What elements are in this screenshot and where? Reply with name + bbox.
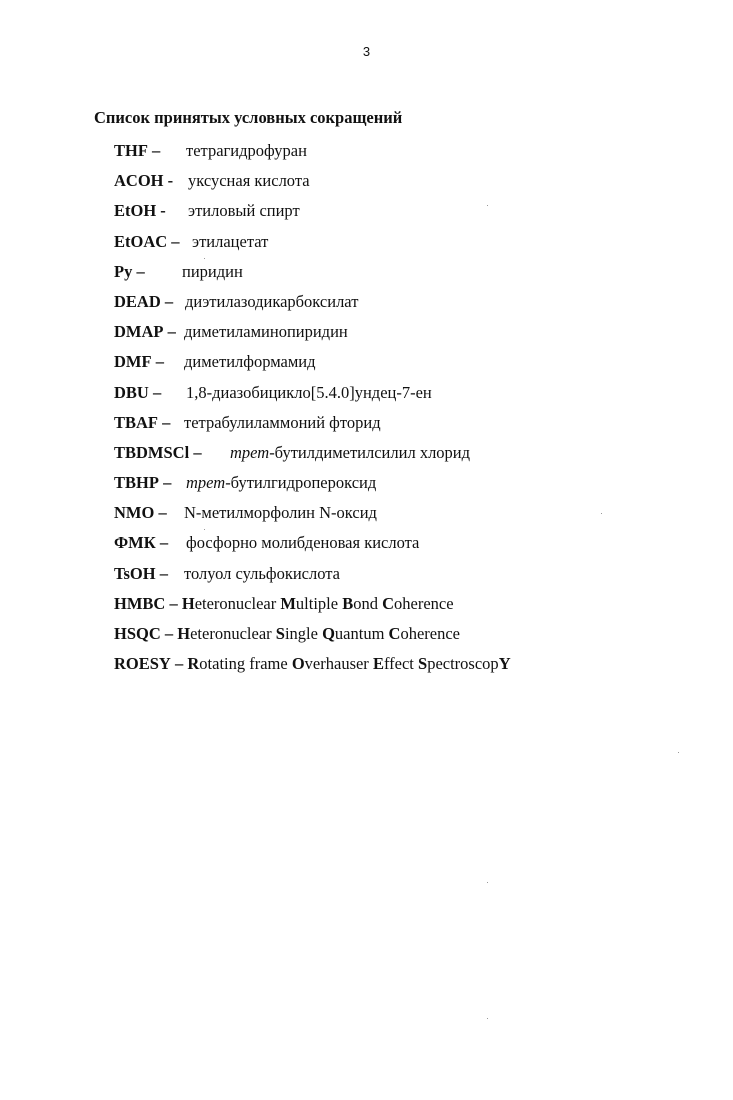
abbreviation-definition: пиридин [182, 261, 243, 281]
scan-speck [204, 529, 205, 530]
abbreviation-definition: тетрабулиламмоний фторид [184, 412, 381, 432]
abbreviation-definition: толуол сульфокислота [184, 563, 340, 583]
abbreviation-term: Py [114, 261, 133, 281]
abbreviation-term: TBAF [114, 412, 159, 432]
abbreviation-term: ФМК [114, 533, 156, 553]
definition-italic-prefix: трет [230, 442, 270, 462]
definition-italic-prefix: трет [186, 473, 226, 493]
abbreviation-term: EtOH [114, 201, 157, 221]
abbreviation-term: TBDMSCl [114, 442, 190, 462]
definition-text: verhauser [304, 654, 373, 674]
abbreviation-definition: тетрагидрофуран [186, 141, 307, 160]
definition-text: oherence [400, 624, 461, 643]
scan-speck [601, 513, 602, 514]
abbreviation-separator: – [159, 563, 168, 583]
abbreviation-term: EtOAC [114, 231, 168, 251]
abbreviation-row [114, 649, 714, 679]
abbreviation-definition [186, 468, 376, 498]
abbreviation-list [114, 136, 714, 679]
abbreviation-definition: диэтилазодикарбоксилат [185, 291, 359, 311]
abbreviation-separator: – [158, 503, 167, 523]
abbreviation-separator: – [159, 533, 169, 553]
definition-text: eteronuclear [190, 624, 276, 643]
definition-initial-letter: C [388, 624, 401, 643]
abbreviation-definition: диметиламинопиридин [184, 322, 348, 342]
abbreviation-definition: N-метилморфолин N-оксид [184, 503, 377, 523]
abbreviation-separator: – [167, 322, 176, 342]
abbreviation-term: HMBC [114, 593, 166, 613]
abbreviation-definition: 1,8-диазобицикло[5.4.0]ундец-7-ен [186, 382, 432, 402]
definition-text: eteronuclear [194, 593, 281, 613]
abbreviation-separator: – [162, 412, 171, 432]
definition-text: ultiple [295, 593, 343, 613]
abbreviation-separator: – [164, 291, 174, 311]
abbreviation-row [114, 317, 714, 347]
abbreviation-term: TsOH [114, 563, 156, 583]
abbreviation-separator: - [167, 171, 174, 191]
abbreviation-row [114, 468, 714, 498]
abbreviation-row [114, 559, 714, 589]
definition-initial-letter: M [280, 593, 296, 613]
abbreviation-term: ACOH [114, 171, 164, 191]
definition-initial-letter: S [275, 624, 285, 643]
abbreviation-row [114, 166, 714, 196]
definition-initial-letter: B [342, 593, 354, 613]
abbreviation-term: DEAD [114, 291, 161, 311]
abbreviation-row [114, 589, 714, 619]
definition-initial-letter: H [177, 624, 191, 643]
definition-text: oherence [394, 593, 454, 613]
definition-text: -бутилгидропероксид [225, 473, 377, 493]
abbreviation-term: HSQC [114, 624, 161, 643]
abbreviation-term: DMF [114, 352, 152, 372]
definition-initial-letter: Y [498, 654, 511, 674]
abbreviation-definition: диметилформамид [184, 352, 316, 372]
abbreviation-row [114, 619, 714, 649]
abbreviation-row [114, 196, 714, 226]
definition-text: ond [353, 593, 383, 613]
definition-text: uantum [334, 624, 389, 643]
definition-text: -бутилдиметилсилил хлорид [269, 442, 471, 462]
abbreviation-row [114, 438, 714, 468]
abbreviation-definition: этиловый спирт [188, 201, 300, 221]
scan-speck [204, 258, 205, 259]
abbreviation-definition: уксусная кислота [188, 171, 310, 191]
definition-initial-letter: C [382, 593, 395, 613]
abbreviation-row [114, 287, 714, 317]
abbreviation-separator: – [152, 141, 161, 160]
abbreviation-row [114, 227, 714, 257]
abbreviation-row [114, 498, 714, 528]
abbreviation-term: DMAP [114, 322, 164, 342]
abbreviation-definition [230, 438, 470, 468]
page-heading: Список принятых условных сокращений [94, 108, 403, 127]
definition-text: ffect [383, 654, 419, 674]
definition-text: pectroscop [427, 654, 499, 674]
abbreviation-row [114, 408, 714, 438]
abbreviation-separator: – [155, 352, 164, 372]
definition-initial-letter: Q [322, 624, 335, 643]
abbreviation-definition: этилацетат [192, 231, 269, 251]
abbreviation-separator: – [174, 654, 184, 674]
abbreviation-separator: – [164, 624, 174, 643]
scan-speck [487, 882, 488, 883]
abbreviation-separator: – [169, 593, 178, 613]
scan-speck [678, 752, 679, 753]
scan-speck [487, 205, 488, 206]
definition-initial-letter: E [372, 654, 384, 674]
definition-initial-letter: O [291, 654, 305, 674]
definition-text: otating frame [199, 654, 292, 674]
abbreviation-term: TBHP [114, 473, 159, 493]
abbreviation-row [114, 528, 714, 558]
definition-initial-letter: R [187, 654, 200, 674]
abbreviation-term: THF [114, 141, 148, 160]
abbreviation-separator: – [171, 231, 180, 251]
abbreviation-separator: – [193, 442, 202, 462]
definition-text: ingle [284, 624, 323, 643]
abbreviation-row [114, 257, 714, 287]
definition-initial-letter: S [418, 654, 428, 674]
abbreviation-term: DBU [114, 382, 149, 402]
abbreviation-separator: – [152, 382, 162, 402]
definition-initial-letter: H [181, 593, 195, 613]
abbreviation-term: NMO [114, 503, 155, 523]
abbreviation-definition: фосфорно молибденовая кислота [186, 533, 420, 553]
abbreviation-separator: - [160, 201, 166, 221]
abbreviation-term: ROESY [114, 654, 171, 674]
abbreviation-row [114, 378, 714, 408]
abbreviation-row [114, 136, 714, 166]
abbreviation-separator: – [163, 473, 172, 493]
scan-speck [487, 1018, 488, 1019]
abbreviation-separator: – [136, 261, 145, 281]
abbreviation-row [114, 347, 714, 377]
page-number: 3 [362, 44, 371, 59]
